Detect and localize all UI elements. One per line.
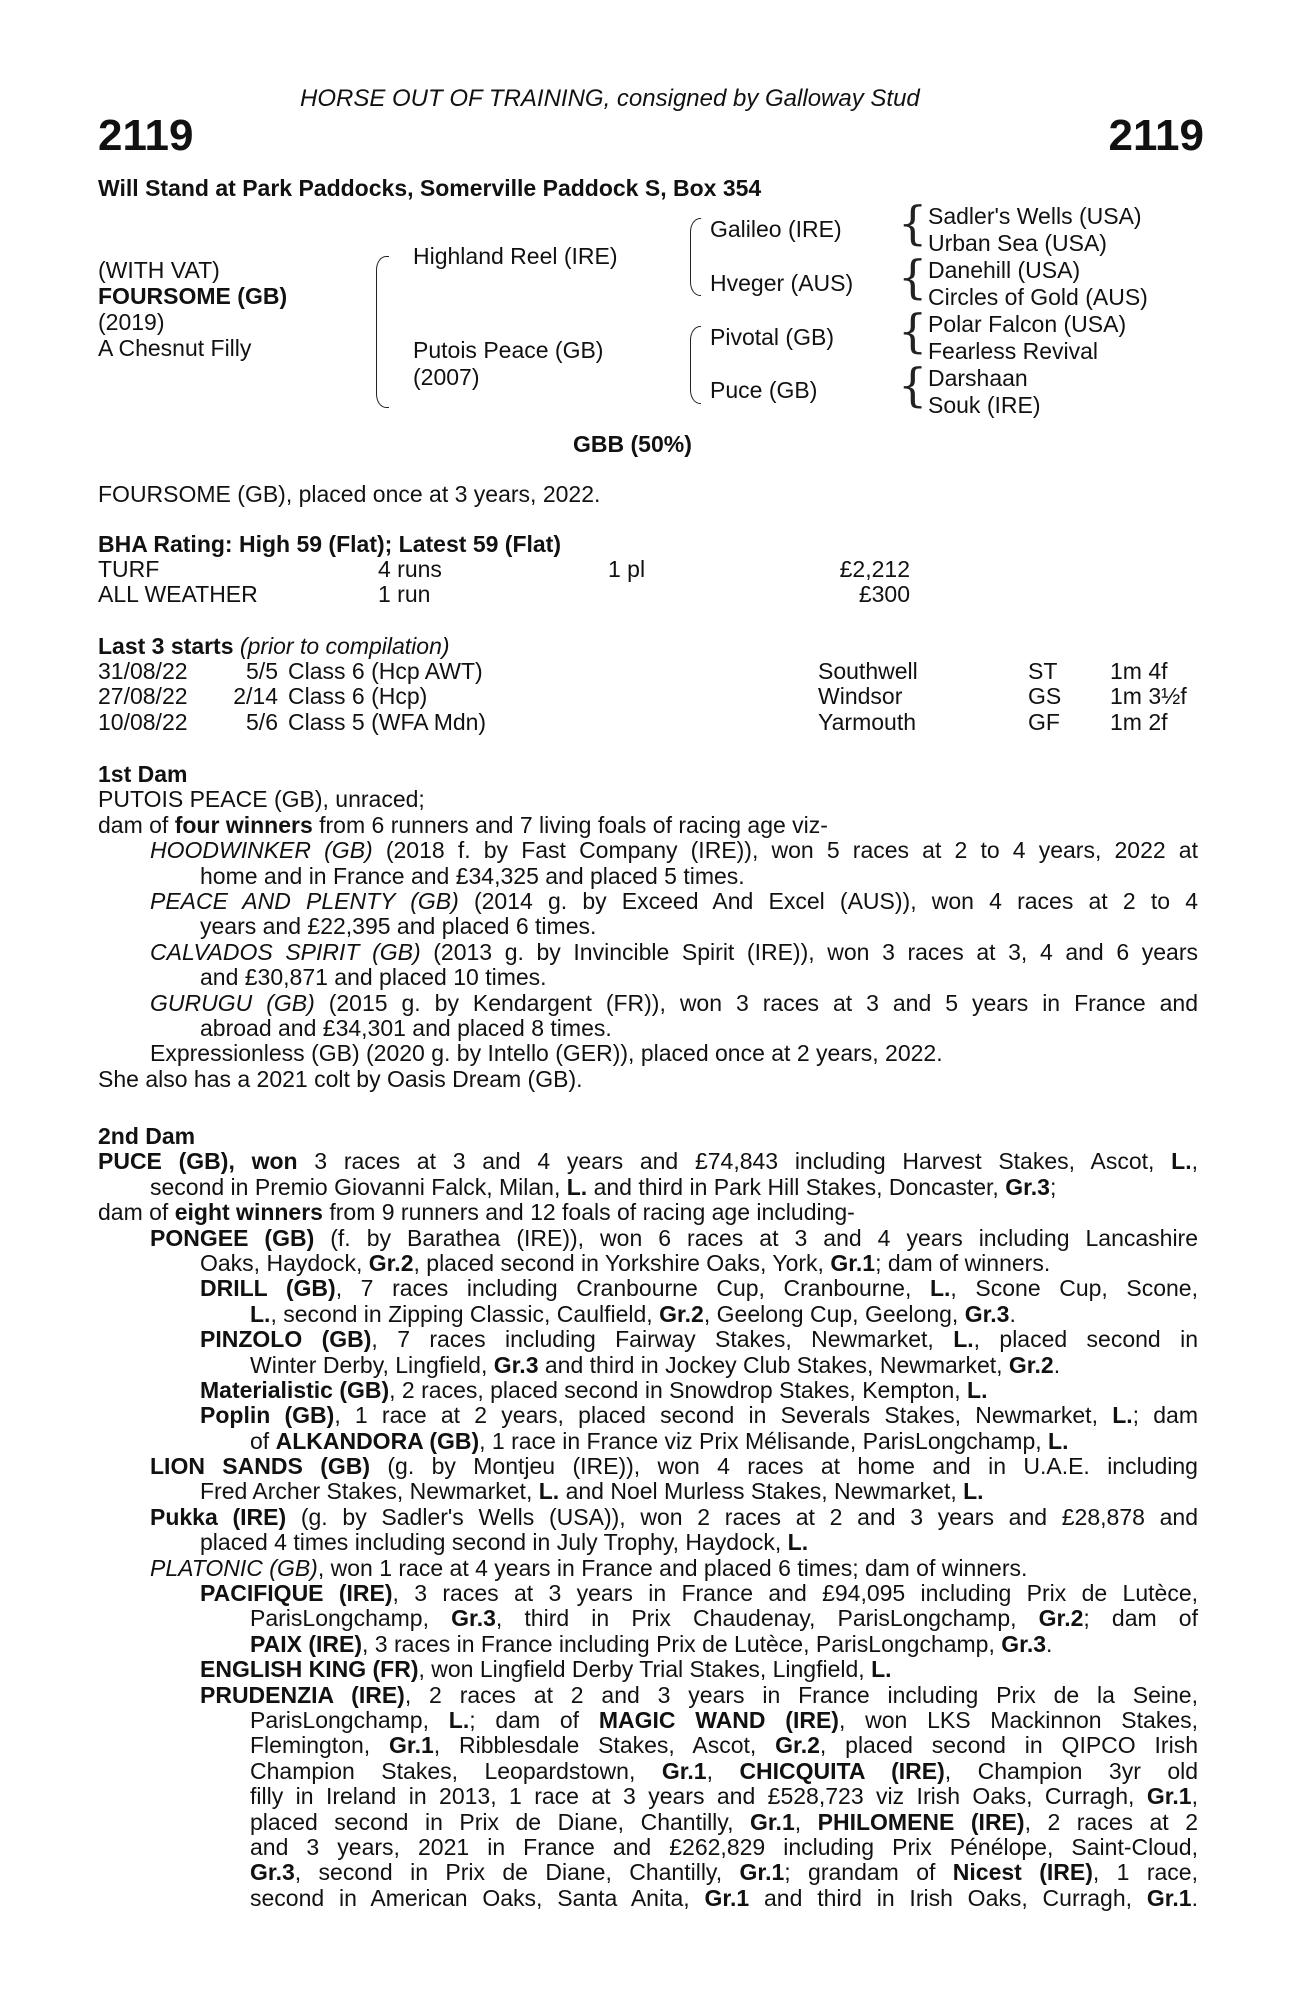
pedigree-brace-g3-2: { bbox=[898, 250, 928, 304]
pedigree-dam-dam: Puce (GB) bbox=[710, 377, 818, 403]
gbb-percentage: GBB (50%) bbox=[573, 431, 692, 457]
pedigree-brace-sire bbox=[690, 218, 701, 296]
pongee-entry: PONGEE (GB) (f. by Barathea (IRE)), won 6 races at 3 and 4 years including Lancashire bbox=[150, 1224, 1199, 1251]
pedigree-g3-6: Fearless Revival bbox=[928, 338, 1098, 364]
pukka-entry: Pukka (IRE) (g. by Sadler's Wells (USA)), won 2 races at 2 and 3 years and £28,878 and bbox=[150, 1503, 1198, 1530]
drill-entry: DRILL (GB), 7 races including Cranbourne Cup, Cranbourne, L., Scone Cup, Scone, bbox=[200, 1275, 1198, 1302]
horse-year: (2019) bbox=[98, 309, 165, 335]
pedigree-brace-g3-4: { bbox=[898, 358, 928, 412]
horse-description: A Chesnut Filly bbox=[98, 335, 252, 361]
pedigree-sire-sire: Galileo (IRE) bbox=[710, 216, 842, 242]
pedigree-brace-g3-1: { bbox=[898, 196, 928, 250]
start-position: 5/6 bbox=[246, 708, 278, 735]
vat-note: (WITH VAT) bbox=[98, 257, 220, 283]
pedigree-g3-8: Souk (IRE) bbox=[928, 392, 1041, 418]
pedigree-g3-4: Circles of Gold (AUS) bbox=[928, 284, 1148, 310]
start-row bbox=[98, 684, 1198, 709]
puce-entry: PUCE (GB), won 3 races at 3 and 4 years and £74,843 including Harvest Stakes, Ascot, L., bbox=[98, 1148, 1198, 1175]
paix-entry: PAIX (IRE), 3 races in France including Prix de Lutèce, ParisLongchamp, Gr.3. bbox=[250, 1630, 1053, 1657]
start-date: 27/08/22 bbox=[98, 683, 188, 710]
produce-entry-cont: home and in France and £34,325 and placed 5 times. bbox=[200, 862, 745, 889]
last-starts-title: Last 3 starts bbox=[98, 633, 234, 659]
pedigree-brace-g3-3: { bbox=[898, 304, 928, 358]
produce-entry-cont: and £30,871 and placed 10 times. bbox=[200, 964, 547, 991]
consignment-line: HORSE OUT OF TRAINING, consigned by Galloway Stud bbox=[300, 85, 920, 112]
start-date: 31/08/22 bbox=[98, 658, 188, 684]
prudenzia-entry-cont: placed second in Prix de Diane, Chantilly, Gr.1, PHILOMENE (IRE), 2 races at 2 bbox=[250, 1808, 1199, 1835]
produce-entry: PEACE AND PLENTY (GB) (2014 g. by Exceed And Excel (AUS)), won 4 races at 2 to 4 bbox=[150, 887, 1198, 914]
prudenzia-entry: PRUDENZIA (IRE), 2 races at 2 and 3 years in France including Prix de la Seine, bbox=[200, 1681, 1198, 1708]
english-king-entry: ENGLISH KING (FR), won Lingfield Derby Trial Stakes, Lingfield, L. bbox=[200, 1656, 892, 1683]
start-position: 2/14 bbox=[233, 683, 278, 710]
prudenzia-entry-cont: Flemington, Gr.1, Ribblesdale Stakes, Ascot, Gr.2, placed second in QIPCO Irish bbox=[250, 1732, 1198, 1759]
rating-runs: 4 runs bbox=[378, 556, 442, 582]
start-distance: 1m 4f bbox=[1110, 658, 1168, 684]
rating-placed: 1 pl bbox=[608, 556, 646, 582]
prudenzia-entry-cont: ParisLongchamp, L.; dam of MAGIC WAND (IRE), won LKS Mackinnon Stakes, bbox=[250, 1706, 1198, 1733]
drill-entry-cont: L., second in Zipping Classic, Caulfield, Gr.2, Geelong Cup, Geelong, Gr.3. bbox=[250, 1300, 1016, 1327]
produce-note: She also has a 2021 colt by Oasis Dream (GB). bbox=[98, 1065, 583, 1092]
pinzolo-entry: PINZOLO (GB), 7 races including Fairway Stakes, Newmarket, L., placed second in bbox=[200, 1326, 1199, 1353]
produce-entry: CALVADOS SPIRIT (GB) (2013 g. by Invincible Spirit (IRE)), won 3 races at 3, 4 and 6 years bbox=[150, 938, 1198, 965]
pacifique-entry: PACIFIQUE (IRE), 3 races at 3 years in France and £94,095 including Prix de Lutèce, bbox=[200, 1580, 1198, 1607]
second-dam-section bbox=[98, 1124, 1198, 1911]
pukka-entry-cont: placed 4 times including second in July Trophy, Haydock, L. bbox=[200, 1529, 809, 1556]
first-dam-heading: 1st Dam bbox=[98, 761, 188, 787]
rating-runs: 1 run bbox=[378, 581, 431, 608]
first-dam-section bbox=[98, 762, 1198, 1092]
start-going: ST bbox=[1028, 658, 1058, 684]
pedigree-g3-1: Sadler's Wells (USA) bbox=[928, 203, 1142, 229]
puce-produce-intro: dam of eight winners from 9 runners and 12 foals of racing age including- bbox=[98, 1199, 855, 1226]
produce-entry-cont: years and £22,395 and placed 6 times. bbox=[200, 913, 597, 940]
produce-entry-cont: abroad and £34,301 and placed 8 times. bbox=[200, 1014, 612, 1041]
second-dam-heading: 2nd Dam bbox=[98, 1123, 196, 1149]
pongee-entry-cont: Oaks, Haydock, Gr.2, placed second in Yorkshire Oaks, York, Gr.1; dam of winners. bbox=[200, 1249, 1051, 1276]
horse-name: FOURSOME (GB) bbox=[98, 283, 288, 309]
pedigree-g3-5: Polar Falcon (USA) bbox=[928, 311, 1127, 337]
last-starts-note: (prior to compilation) bbox=[239, 633, 450, 659]
prudenzia-entry-cont: and 3 years, 2021 in France and £262,829 including Prix Pénélope, Saint-Cloud, bbox=[250, 1833, 1198, 1860]
prudenzia-entry-cont: Champion Stakes, Leopardstown, Gr.1, CHICQUITA (IRE), Champion 3yr old bbox=[250, 1757, 1199, 1784]
start-going: GS bbox=[1028, 683, 1062, 710]
platonic-entry: PLATONIC (GB), won 1 race at 4 years in France and placed 6 times; dam of winners. bbox=[150, 1554, 1028, 1581]
start-race: Class 5 (WFA Mdn) bbox=[288, 708, 487, 735]
pedigree-dam-sire: Pivotal (GB) bbox=[710, 324, 834, 350]
rating-prize: £300 bbox=[858, 581, 910, 608]
rating-row-aw bbox=[98, 582, 1198, 607]
start-race: Class 6 (Hcp AWT) bbox=[288, 658, 483, 684]
pedigree-g3-7: Darshaan bbox=[928, 365, 1028, 391]
start-row bbox=[98, 659, 1198, 684]
lion-sands-entry: LION SANDS (GB) (g. by Montjeu (IRE)), won 4 races at home and in U.A.E. including bbox=[150, 1453, 1198, 1480]
last-starts-heading bbox=[98, 634, 450, 659]
lot-number-right: 2119 bbox=[1108, 111, 1204, 160]
first-dam-line: PUTOIS PEACE (GB), unraced; bbox=[98, 786, 425, 813]
rating-table bbox=[98, 557, 1198, 608]
first-dam-produce-intro: dam of four winners from 6 runners and 7 living foals of racing age viz- bbox=[98, 811, 828, 838]
start-course: Yarmouth bbox=[818, 708, 917, 735]
prudenzia-entry-cont: second in American Oaks, Santa Anita, Gr.1 and third in Irish Oaks, Curragh, Gr.1. bbox=[250, 1884, 1198, 1911]
produce-entry: HOODWINKER (GB) (2018 f. by Fast Company (IRE)), won 5 races at 2 to 4 years, 2022 at bbox=[150, 837, 1198, 864]
produce-entry: Expressionless (GB) (2020 g. by Intello (GER)), placed once at 2 years, 2022. bbox=[150, 1040, 943, 1067]
rating-row-turf bbox=[98, 557, 1198, 582]
start-course: Windsor bbox=[818, 683, 903, 710]
lion-sands-entry-cont: Fred Archer Stakes, Newmarket, L. and Noel Murless Stakes, Newmarket, L. bbox=[200, 1478, 984, 1505]
pedigree-sire: Highland Reel (IRE) bbox=[413, 243, 618, 269]
bha-rating-title: BHA Rating: High 59 (Flat); Latest 59 (Flat) bbox=[98, 531, 561, 557]
start-row bbox=[98, 710, 1198, 735]
rating-surface: TURF bbox=[98, 556, 160, 582]
pacifique-entry-cont: ParisLongchamp, Gr.3, third in Prix Chaudenay, ParisLongchamp, Gr.2; dam of bbox=[250, 1605, 1198, 1632]
pinzolo-entry-cont: Winter Derby, Lingfield, Gr.3 and third in Jockey Club Stakes, Newmarket, Gr.2. bbox=[250, 1351, 1061, 1378]
produce-entry: GURUGU (GB) (2015 g. by Kendargent (FR)), won 3 races at 3 and 5 years in France and bbox=[150, 989, 1198, 1016]
rating-prize: £2,212 bbox=[839, 556, 910, 582]
start-distance: 1m 2f bbox=[1110, 708, 1168, 735]
poplin-entry: Poplin (GB), 1 race at 2 years, placed second in Severals Stakes, Newmarket, L.; dam bbox=[200, 1402, 1198, 1429]
pedigree-dam: Putois Peace (GB) bbox=[413, 337, 604, 363]
pedigree-g3-3: Danehill (USA) bbox=[928, 257, 1081, 283]
puce-entry-cont: second in Premio Giovanni Falck, Milan, L. and third in Park Hill Stakes, Doncaster, Gr.3; bbox=[150, 1173, 1057, 1200]
start-position: 5/5 bbox=[246, 658, 278, 684]
start-distance: 1m 3½f bbox=[1110, 683, 1187, 710]
start-going: GF bbox=[1028, 708, 1060, 735]
pedigree-sire-dam: Hveger (AUS) bbox=[710, 270, 854, 296]
pedigree-dam-year: (2007) bbox=[413, 364, 480, 390]
stand-location: Will Stand at Park Paddocks, Somerville Paddock S, Box 354 bbox=[98, 175, 762, 201]
race-summary: FOURSOME (GB), placed once at 3 years, 2022. bbox=[98, 481, 601, 507]
lot-number-left: 2119 bbox=[98, 111, 194, 160]
pedigree-brace-main bbox=[376, 256, 389, 408]
prudenzia-entry-cont: filly in Ireland in 2013, 1 race at 3 years and £528,723 viz Irish Oaks, Curragh, Gr.1, bbox=[250, 1783, 1198, 1810]
start-race: Class 6 (Hcp) bbox=[288, 683, 428, 710]
prudenzia-entry-cont: Gr.3, second in Prix de Diane, Chantilly, Gr.1; grandam of Nicest (IRE), 1 race, bbox=[250, 1859, 1198, 1886]
last-starts-table bbox=[98, 659, 1198, 735]
materialistic-entry: Materialistic (GB), 2 races, placed second in Snowdrop Stakes, Kempton, L. bbox=[200, 1376, 988, 1403]
start-date: 10/08/22 bbox=[98, 708, 188, 735]
pedigree-g3-2: Urban Sea (USA) bbox=[928, 230, 1107, 256]
rating-surface: ALL WEATHER bbox=[98, 581, 258, 608]
pedigree-brace-dam bbox=[690, 326, 701, 404]
start-course: Southwell bbox=[818, 658, 918, 684]
poplin-entry-cont: of ALKANDORA (GB), 1 race in France viz Prix Mélisande, ParisLongchamp, L. bbox=[250, 1427, 1069, 1454]
